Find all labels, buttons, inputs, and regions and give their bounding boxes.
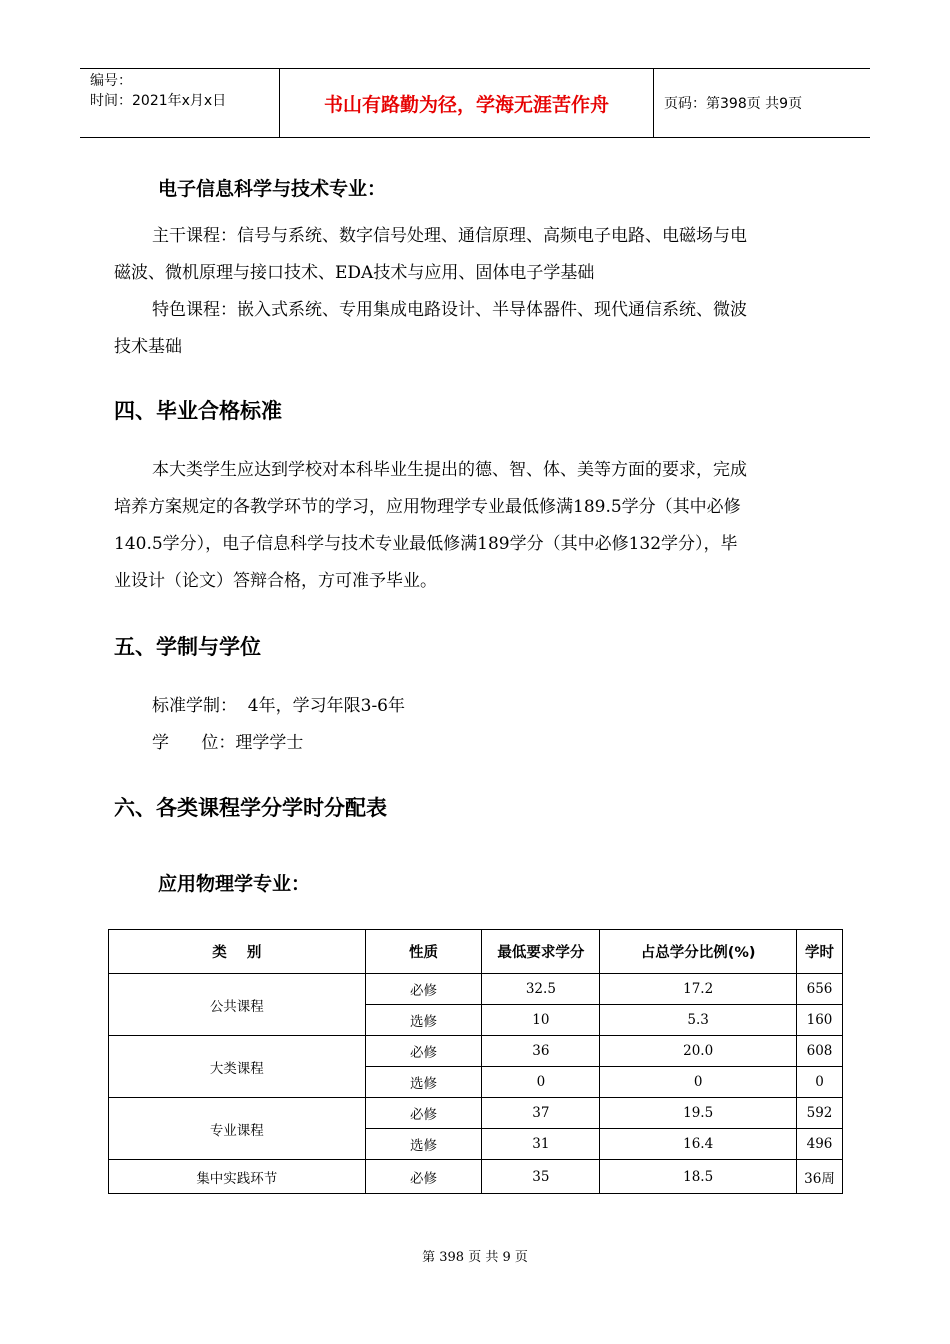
credits-cell: 0: [482, 1067, 600, 1098]
req-line-3: 140.5学分），电子信息科学与技术专业最低修满189学分（其中必修132学分），毕: [114, 534, 738, 554]
category-cell: 专业课程: [109, 1098, 366, 1160]
hours-cell: 656: [797, 974, 843, 1005]
ratio-cell: 17.2: [600, 974, 797, 1005]
req-line-4: 业设计（论文）答辩合格，方可准予毕业。: [114, 571, 437, 591]
table-row: [109, 1098, 843, 1129]
hours-cell: 496: [797, 1129, 843, 1160]
credits-cell: 37: [482, 1098, 600, 1129]
nature-cell: 必修: [365, 1160, 482, 1194]
table-row: [109, 1036, 843, 1067]
nature-cell: 选修: [365, 1129, 482, 1160]
ee-special-line-1: 特色课程：嵌入式系统、专用集成电路设计、半导体器件、现代通信系统、微波: [152, 300, 747, 320]
applied-physics-subtitle: 应用物理学专业：: [158, 873, 311, 895]
header-ratio: 占总学分比例(%): [600, 930, 797, 974]
hours-cell: 160: [797, 1005, 843, 1036]
header-hours: 学时: [797, 930, 843, 974]
table-header-row: [109, 930, 843, 974]
document-number: 编号：: [90, 73, 132, 89]
degree-awarded: 学 位：理学学士: [152, 733, 304, 753]
ratio-cell: 20.0: [600, 1036, 797, 1067]
ee-major-title: 电子信息科学与技术专业：: [158, 178, 387, 200]
study-duration: 标准学制： 4年，学习年限3-6年: [152, 696, 405, 716]
duration-degree: [114, 688, 836, 762]
ratio-cell: 5.3: [600, 1005, 797, 1036]
ratio-cell: 19.5: [600, 1098, 797, 1129]
ee-special-line-2: 技术基础: [114, 337, 182, 357]
credits-cell: 36: [482, 1036, 600, 1067]
category-cell: 集中实践环节: [109, 1160, 366, 1194]
document-time: 时间：2021年x月x日: [90, 93, 227, 109]
ratio-cell: 16.4: [600, 1129, 797, 1160]
section-6-title: 六、各类课程学分学时分配表: [114, 796, 387, 820]
credit-distribution-table: [108, 929, 843, 1194]
header-page-number: 页码：第398页 共9页: [664, 96, 803, 112]
nature-cell: 选修: [365, 1067, 482, 1098]
hours-cell: 608: [797, 1036, 843, 1067]
table-row: [109, 974, 843, 1005]
nature-cell: 必修: [365, 1036, 482, 1067]
table-row: [109, 1160, 843, 1194]
req-line-1: 本大类学生应达到学校对本科毕业生提出的德、智、体、美等方面的要求，完成: [152, 460, 747, 480]
hours-cell: 0: [797, 1067, 843, 1098]
ee-core-line-2: 磁波、微机原理与接口技术、EDA技术与应用、固体电子学基础: [114, 263, 595, 283]
header-credits: 最低要求学分: [482, 930, 600, 974]
credits-cell: 35: [482, 1160, 600, 1194]
ee-core-courses: [114, 218, 836, 366]
ratio-cell: 0: [600, 1067, 797, 1098]
credits-cell: 32.5: [482, 974, 600, 1005]
req-line-2: 培养方案规定的各教学环节的学习，应用物理学专业最低修满189.5学分（其中必修: [114, 497, 741, 517]
header-category: 类 别: [109, 930, 366, 974]
credits-cell: 10: [482, 1005, 600, 1036]
category-cell: 公共课程: [109, 974, 366, 1036]
page-footer: 第 398 页 共 9 页: [422, 1250, 528, 1265]
section-5-title: 五、学制与学位: [114, 635, 261, 659]
hours-cell: 36周: [797, 1160, 843, 1194]
nature-cell: 必修: [365, 974, 482, 1005]
page-header: [80, 68, 870, 138]
header-meta: [80, 69, 280, 137]
graduation-requirements: [114, 452, 836, 600]
category-cell: 大类课程: [109, 1036, 366, 1098]
credits-cell: 31: [482, 1129, 600, 1160]
nature-cell: 选修: [365, 1005, 482, 1036]
section-4-title: 四、毕业合格标准: [114, 399, 282, 423]
ee-core-line-1: 主干课程：信号与系统、数字信号处理、通信原理、高频电子电路、电磁场与电: [152, 226, 747, 246]
hours-cell: 592: [797, 1098, 843, 1129]
ratio-cell: 18.5: [600, 1160, 797, 1194]
header-nature: 性质: [365, 930, 482, 974]
header-motto: 书山有路勤为径，学海无涯苦作舟: [280, 69, 654, 137]
nature-cell: 必修: [365, 1098, 482, 1129]
